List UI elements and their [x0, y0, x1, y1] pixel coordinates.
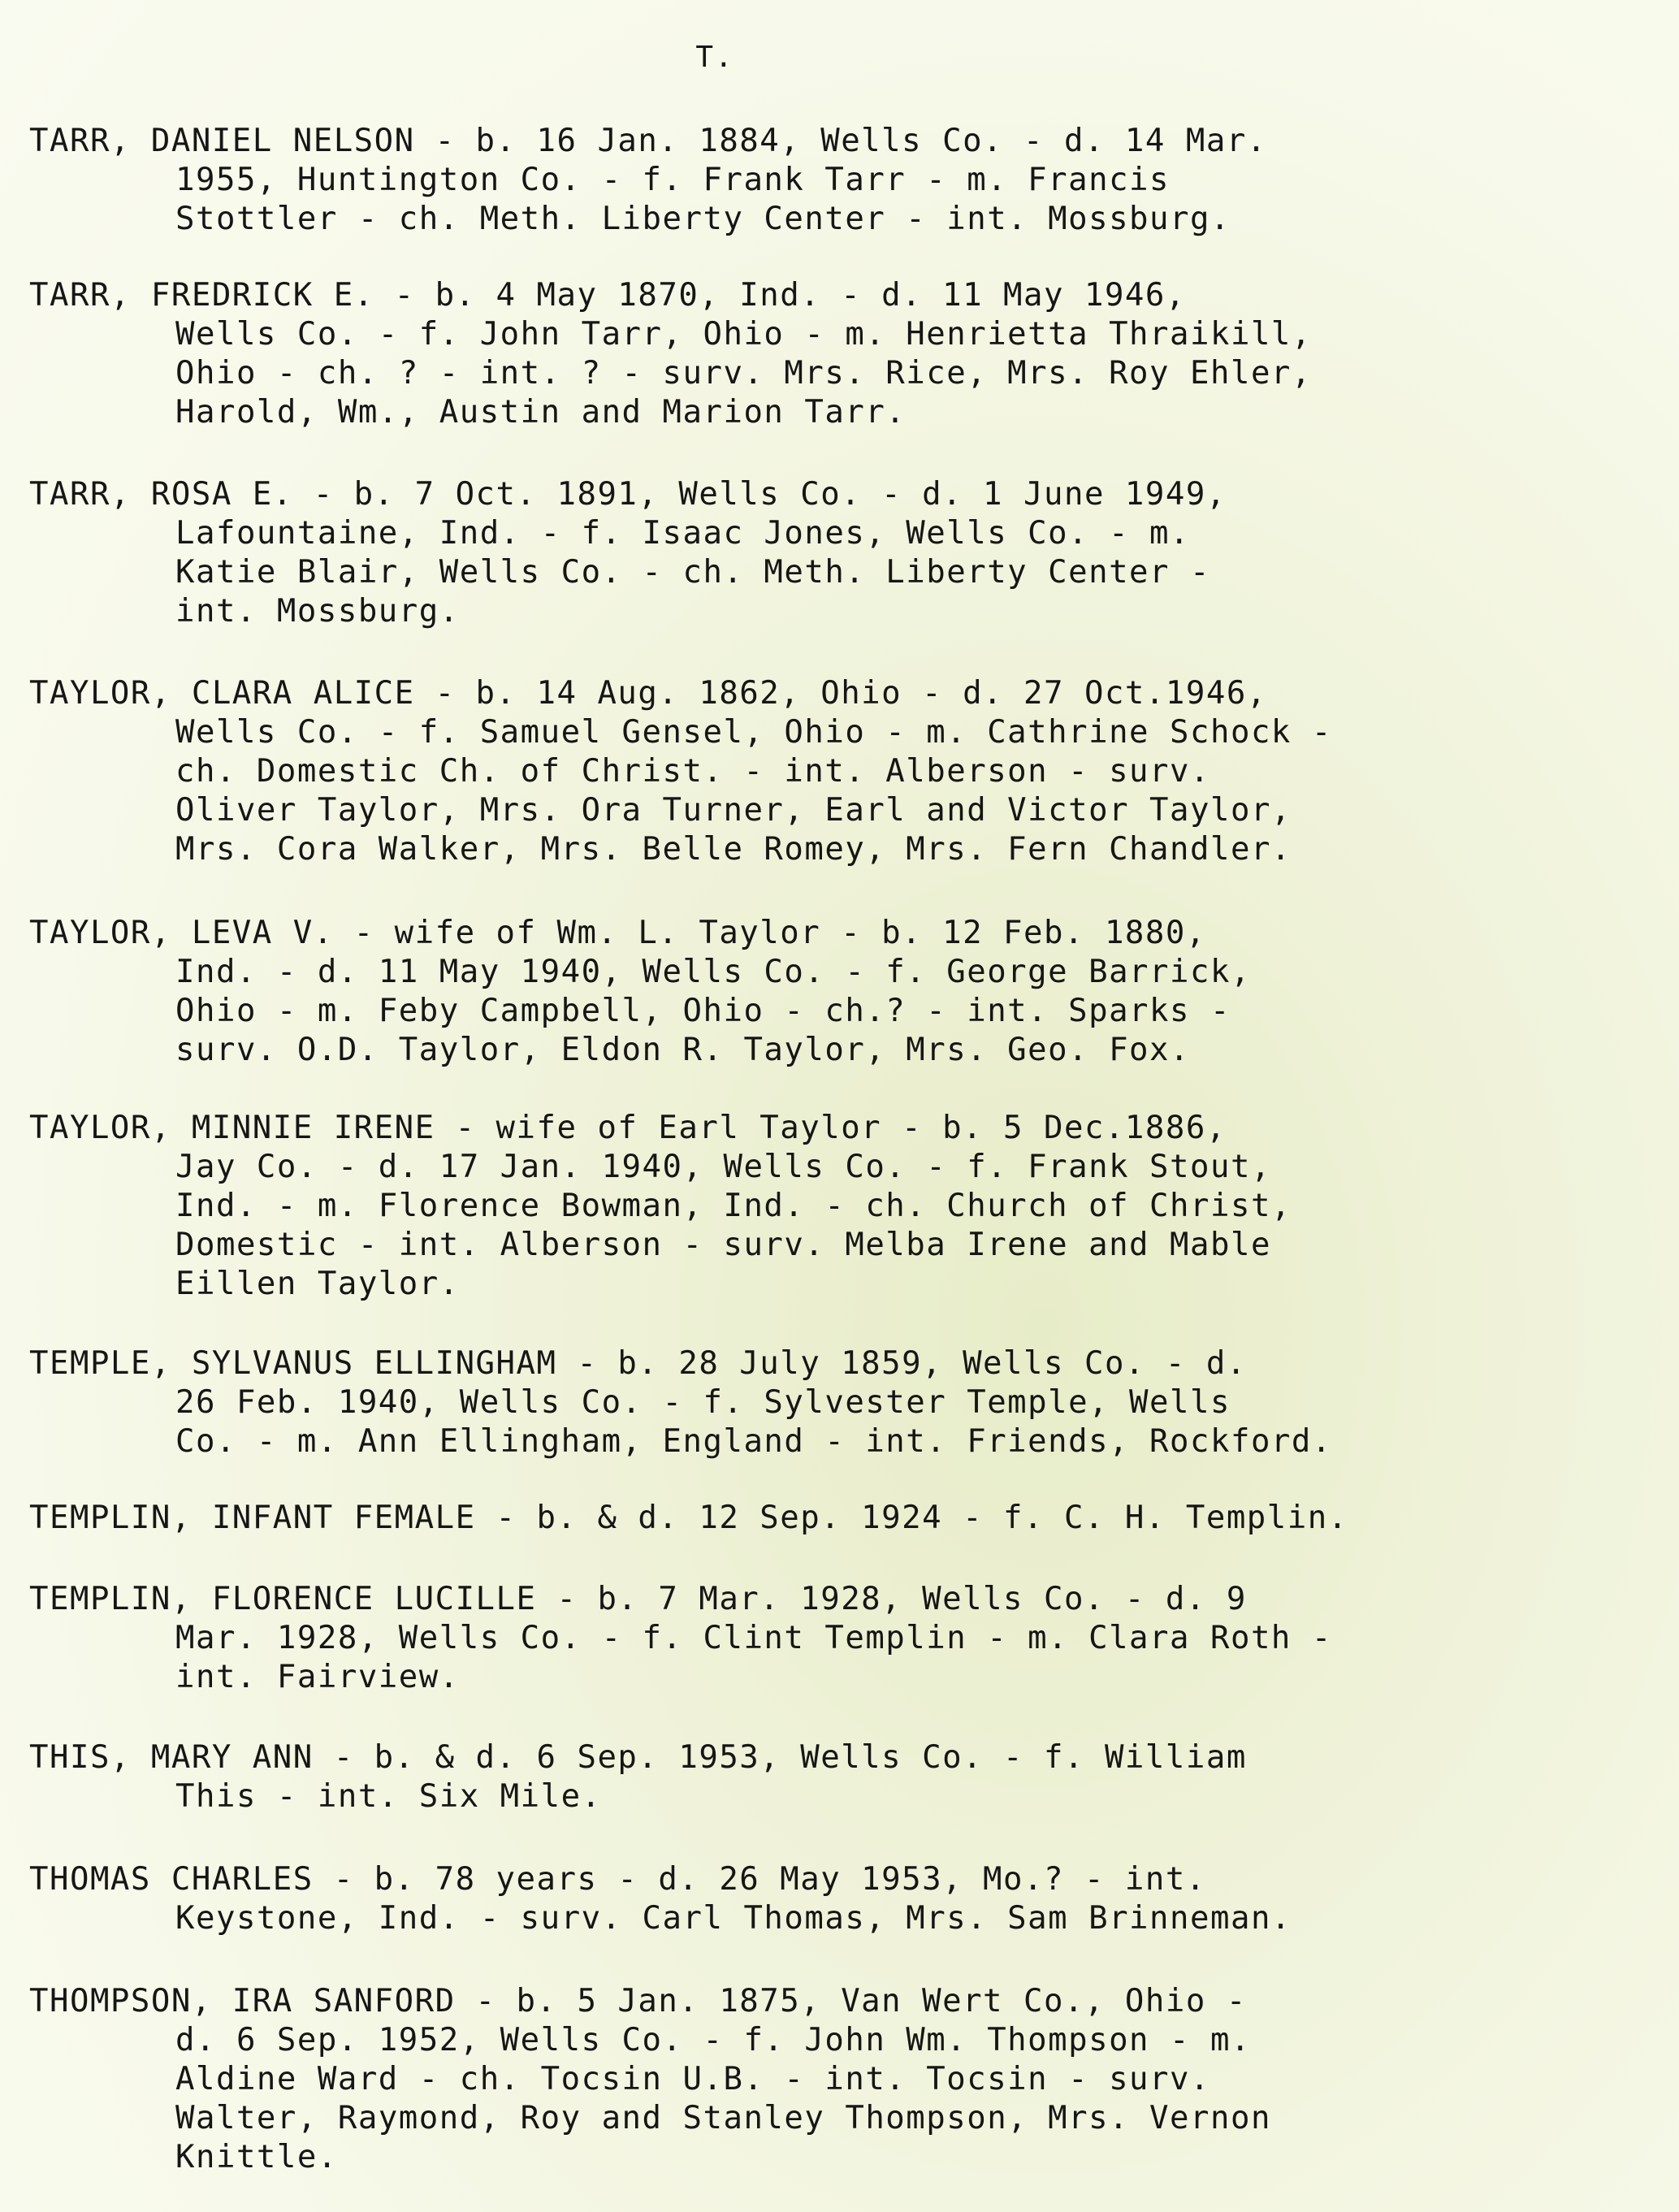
- entry-line: Domestic - int. Alberson - surv. Melba Irene and Mable: [175, 1227, 1271, 1263]
- entry-line: Co. - m. Ann Ellingham, England - int. Friends, Rockford.: [175, 1423, 1332, 1460]
- entry-thomas-charles: [29, 1860, 1621, 1938]
- entry-line: THOMPSON, IRA SANFORD - b. 5 Jan. 1875, Van Wert Co., Ohio -: [29, 1983, 1247, 2019]
- entry-line: ch. Domestic Ch. of Christ. - int. Alberson - surv.: [175, 753, 1210, 790]
- entry-line: TARR, ROSA E. - b. 7 Oct. 1891, Wells Co. - d. 1 June 1949,: [29, 476, 1227, 513]
- entry-line: Eillen Taylor.: [175, 1266, 460, 1302]
- entry-templin-infant-female: [29, 1499, 1621, 1538]
- entry-line: Jay Co. - d. 17 Jan. 1940, Wells Co. - f. Frank Stout,: [175, 1149, 1271, 1185]
- entry-line: Ind. - m. Florence Bowman, Ind. - ch. Church of Christ,: [175, 1188, 1292, 1224]
- entry-line: Oliver Taylor, Mrs. Ora Turner, Earl and Victor Taylor,: [175, 792, 1292, 829]
- entry-line: THIS, MARY ANN - b. & d. 6 Sep. 1953, Wells Co. - f. William: [29, 1739, 1247, 1776]
- entry-line: Katie Blair, Wells Co. - ch. Meth. Liberty Center -: [175, 554, 1210, 591]
- entry-line: Aldine Ward - ch. Tocsin U.B. - int. Tocsin - surv.: [175, 2061, 1210, 2097]
- entry-temple-sylvanus-ellingham: [29, 1344, 1621, 1461]
- entry-line: Harold, Wm., Austin and Marion Tarr.: [175, 394, 907, 431]
- entry-line: TARR, DANIEL NELSON - b. 16 Jan. 1884, Wells Co. - d. 14 Mar.: [29, 123, 1267, 159]
- entry-line: Lafountaine, Ind. - f. Isaac Jones, Wells Co. - m.: [175, 515, 1190, 552]
- entry-line: TEMPLIN, FLORENCE LUCILLE - b. 7 Mar. 1928, Wells Co. - d. 9: [29, 1581, 1247, 1617]
- entry-line: Ind. - d. 11 May 1940, Wells Co. - f. George Barrick,: [175, 954, 1251, 990]
- entry-templin-florence-lucille: [29, 1580, 1621, 1697]
- entry-line: TEMPLIN, INFANT FEMALE - b. & d. 12 Sep. 1924 - f. C. H. Templin.: [29, 1500, 1348, 1536]
- entry-taylor-minnie-irene: [29, 1109, 1621, 1304]
- entry-line: int. Fairview.: [175, 1659, 460, 1695]
- entry-taylor-leva-v: [29, 914, 1621, 1070]
- entry-line: Walter, Raymond, Roy and Stanley Thompson, Mrs. Vernon: [175, 2100, 1271, 2136]
- entry-line: TAYLOR, LEVA V. - wife of Wm. L. Taylor - b. 12 Feb. 1880,: [29, 915, 1206, 951]
- entry-line: This - int. Six Mile.: [175, 1778, 602, 1815]
- entry-line: Knittle.: [175, 2139, 338, 2175]
- section-letter: T.: [695, 41, 734, 74]
- entry-tarr-daniel-nelson: [29, 122, 1621, 239]
- entry-line: TARR, FREDRICK E. - b. 4 May 1870, Ind. - d. 11 May 1946,: [29, 277, 1186, 314]
- entry-line: Mrs. Cora Walker, Mrs. Belle Romey, Mrs. Fern Chandler.: [175, 831, 1292, 868]
- entry-line: 26 Feb. 1940, Wells Co. - f. Sylvester Temple, Wells: [175, 1384, 1231, 1421]
- entry-this-mary-ann: [29, 1738, 1621, 1816]
- entry-line: 1955, Huntington Co. - f. Frank Tarr - m. Francis: [175, 162, 1171, 198]
- entry-line: Ohio - ch. ? - int. ? - surv. Mrs. Rice, Mrs. Roy Ehler,: [175, 355, 1312, 392]
- entry-line: TAYLOR, MINNIE IRENE - wife of Earl Taylor - b. 5 Dec.1886,: [29, 1110, 1227, 1146]
- entry-line: Mar. 1928, Wells Co. - f. Clint Templin - m. Clara Roth -: [175, 1620, 1332, 1656]
- entry-line: d. 6 Sep. 1952, Wells Co. - f. John Wm. Thompson - m.: [175, 2022, 1251, 2058]
- entry-line: THOMAS CHARLES - b. 78 years - d. 26 May 1953, Mo.? - int.: [29, 1861, 1206, 1898]
- entry-line: Wells Co. - f. Samuel Gensel, Ohio - m. Cathrine Schock -: [175, 714, 1332, 751]
- entry-taylor-clara-alice: [29, 674, 1621, 869]
- entry-tarr-rosa-e: [29, 475, 1621, 631]
- entry-line: int. Mossburg.: [175, 593, 460, 630]
- entry-line: Keystone, Ind. - surv. Carl Thomas, Mrs. Sam Brinneman.: [175, 1900, 1292, 1937]
- entry-tarr-fredrick-e: [29, 276, 1621, 432]
- entry-line: surv. O.D. Taylor, Eldon R. Taylor, Mrs. Geo. Fox.: [175, 1032, 1190, 1068]
- entry-line: Ohio - m. Feby Campbell, Ohio - ch.? - int. Sparks -: [175, 993, 1231, 1029]
- entry-thompson-ira-sanford: [29, 1982, 1621, 2177]
- entry-line: TEMPLE, SYLVANUS ELLINGHAM - b. 28 July 1859, Wells Co. - d.: [29, 1345, 1247, 1382]
- entry-line: TAYLOR, CLARA ALICE - b. 14 Aug. 1862, Ohio - d. 27 Oct.1946,: [29, 675, 1267, 712]
- entry-line: Wells Co. - f. John Tarr, Ohio - m. Henrietta Thraikill,: [175, 316, 1312, 353]
- entry-line: Stottler - ch. Meth. Liberty Center - int. Mossburg.: [175, 201, 1231, 237]
